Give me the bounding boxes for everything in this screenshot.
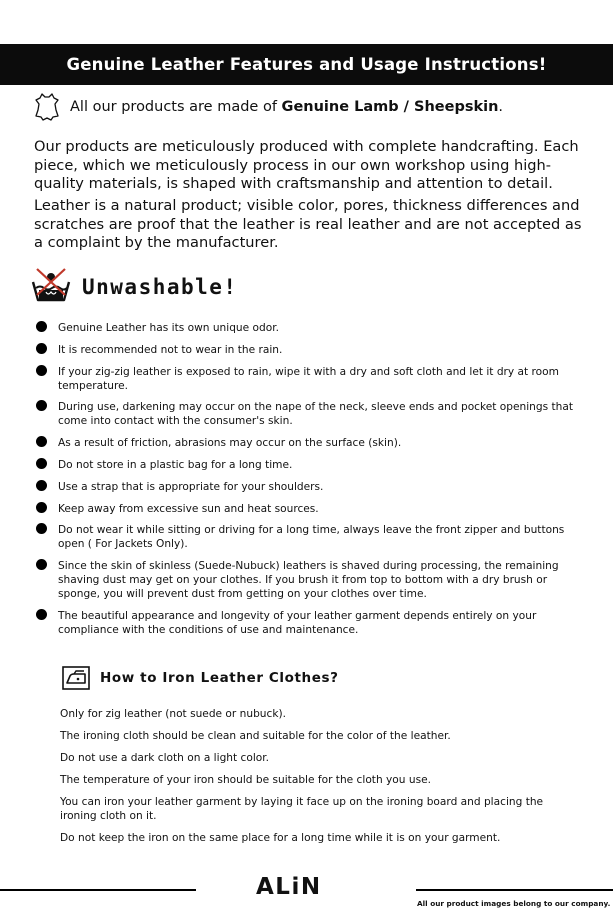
material-line — [34, 92, 503, 122]
list-item: Do not wear it while sitting or driving for a long time, always leave the front zipper and buttons open ( For Jackets Only). — [36, 523, 591, 551]
list-item: Keep away from excessive sun and heat sources. — [36, 502, 591, 516]
list-item: As a result of friction, abrasions may occur on the surface (skin). — [36, 436, 591, 450]
material-name: Genuine Lamb / Sheepskin — [281, 99, 499, 115]
care-heading — [30, 268, 238, 306]
list-item: The temperature of your iron should be suitable for the cloth you use. — [60, 774, 431, 786]
list-item: The ironing cloth should be clean and suitable for the color of the leather. — [60, 730, 451, 742]
list-item: It is recommended not to wear in the rain. — [36, 343, 591, 357]
list-item: If your zig-zig leather is exposed to rain, wipe it with a dry and soft cloth and let it dry at room temperature. — [36, 365, 591, 393]
iron-icon — [62, 666, 90, 690]
ironing-list — [60, 707, 580, 853]
bullet-icon — [36, 480, 47, 491]
bullet-icon — [36, 365, 47, 376]
ironing-heading — [62, 666, 339, 690]
intro-paragraph-2: Leather is a natural product; visible color, pores, thickness differences and scratches are proof that the leather is real leather and are not accepted as a complaint by the manufacturer. — [34, 197, 582, 251]
list-item: Only for zig leather (not suede or nubuck). — [60, 708, 286, 720]
bullet-icon — [36, 609, 47, 620]
care-title: Unwashable! — [82, 275, 238, 299]
list-item: Genuine Leather has its own unique odor. — [36, 321, 591, 335]
bullet-icon — [36, 321, 47, 332]
list-item: The beautiful appearance and longevity of your leather garment depends entirely on your compliance with the conditions of use and maintenance. — [36, 609, 591, 637]
page-title: Genuine Leather Features and Usage Instructions! — [66, 55, 547, 74]
material-suffix: . — [498, 99, 503, 115]
brand-logo: ALiN — [256, 874, 322, 900]
list-item: Since the skin of skinless (Suede-Nubuck) leathers is shaved during processing, the remaining shaving dust may get on your clothes. If you brush it from top to bottom with a dry brush or sponge, you will prevent dust from getting on your clothes over time. — [36, 559, 591, 601]
leather-hide-icon — [34, 92, 60, 122]
bullet-icon — [36, 343, 47, 354]
material-prefix: All our products are made of — [70, 99, 282, 115]
list-item: Use a strap that is appropriate for your shoulders. — [36, 480, 591, 494]
intro-paragraph-1: Our products are meticulously produced with complete handcrafting. Each piece, which we meticulously process in our own workshop using high-quality materials, is shaped with craftsmanship and attention to detail. — [34, 138, 579, 192]
footer-divider-left — [0, 889, 196, 891]
ironing-title: How to Iron Leather Clothes? — [100, 670, 339, 686]
footer-divider-right — [416, 889, 613, 891]
bullet-icon — [36, 436, 47, 447]
bullet-icon — [36, 523, 47, 534]
do-not-wash-icon — [30, 268, 72, 306]
list-item: Do not use a dark cloth on a light color. — [60, 752, 270, 764]
bullet-icon — [36, 559, 47, 570]
header-banner — [0, 44, 613, 85]
list-item: Do not store in a plastic bag for a long time. — [36, 458, 591, 472]
care-list — [36, 321, 591, 645]
copyright-note: All our product images belong to our company. — [417, 899, 611, 908]
bullet-icon — [36, 502, 47, 513]
list-item: You can iron your leather garment by laying it face up on the ironing board and placing the ironing cloth on it. — [60, 796, 544, 822]
list-item: During use, darkening may occur on the nape of the neck, sleeve ends and pocket openings that come into contact with the consumer's skin. — [36, 400, 591, 428]
bullet-icon — [36, 458, 47, 469]
bullet-icon — [36, 400, 47, 411]
list-item: Do not keep the iron on the same place for a long time while it is on your garment. — [60, 832, 501, 844]
